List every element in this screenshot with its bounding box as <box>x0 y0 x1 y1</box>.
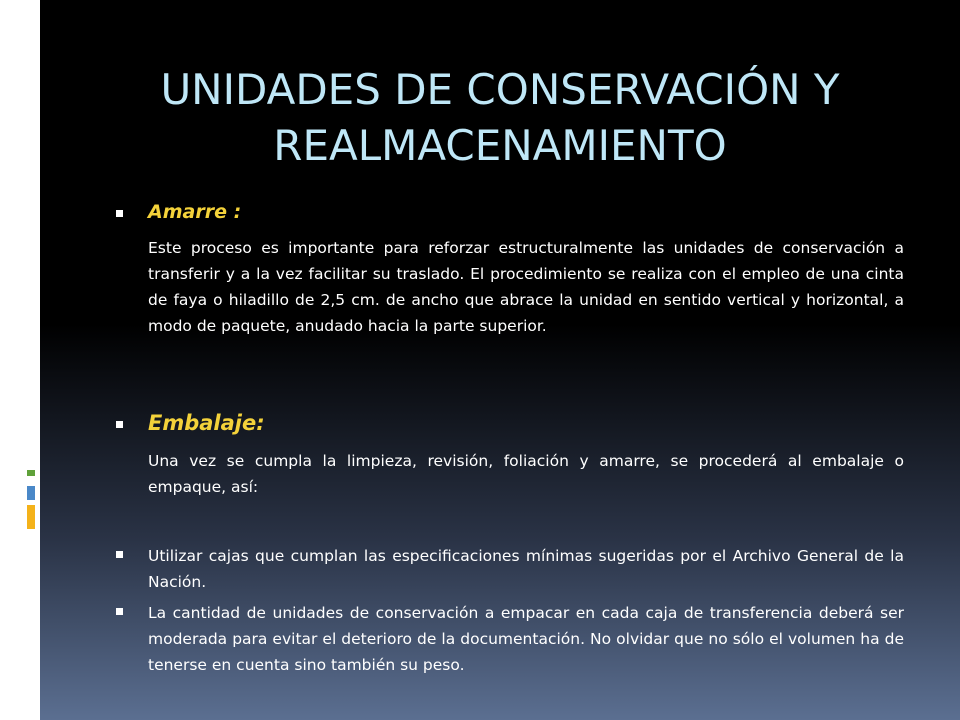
square-bullet-icon <box>116 608 123 615</box>
slide-title-line-1: UNIDADES DE CONSERVACIÓN Y <box>160 65 840 114</box>
section-body-embalaje: Una vez se cumpla la limpieza, revisión, foliación y amarre, se procederá al embalaje o empaque, así: <box>148 452 904 496</box>
square-bullet-icon <box>116 210 123 217</box>
list-item: La cantidad de unidades de conservación a empacar en cada caja de transferencia deberá ser moderada para evitar el deterioro de la documentación. No olvidar que no sólo el volumen ha de tenerse en cuenta sino también su peso. <box>148 604 904 674</box>
gold-accent-marker <box>27 505 35 529</box>
square-bullet-icon <box>116 551 123 558</box>
slide-content <box>40 0 960 720</box>
left-margin-strip <box>0 0 40 720</box>
square-bullet-icon <box>116 421 123 428</box>
slide <box>40 0 960 720</box>
blue-accent-marker <box>27 486 35 500</box>
section-heading-embalaje: Embalaje: <box>148 411 265 435</box>
section-heading-amarre: Amarre : <box>148 201 242 223</box>
section-body-amarre: Este proceso es importante para reforzar estructuralmente las unidades de conservación a transferir y a la vez facilitar su traslado. El procedimiento se realiza con el empleo de una cinta de faya o hiladillo de 2,5 cm. de ancho que abrace la unidad en sentido vertical y horizontal, a modo de paquete, anudado hacia la parte superior. <box>148 239 904 335</box>
green-accent-marker <box>27 470 35 476</box>
list-item: Utilizar cajas que cumplan las especificaciones mínimas sugeridas por el Archivo General de la Nación. <box>148 547 904 591</box>
slide-title-line-2: REALMACENAMIENTO <box>273 121 727 170</box>
